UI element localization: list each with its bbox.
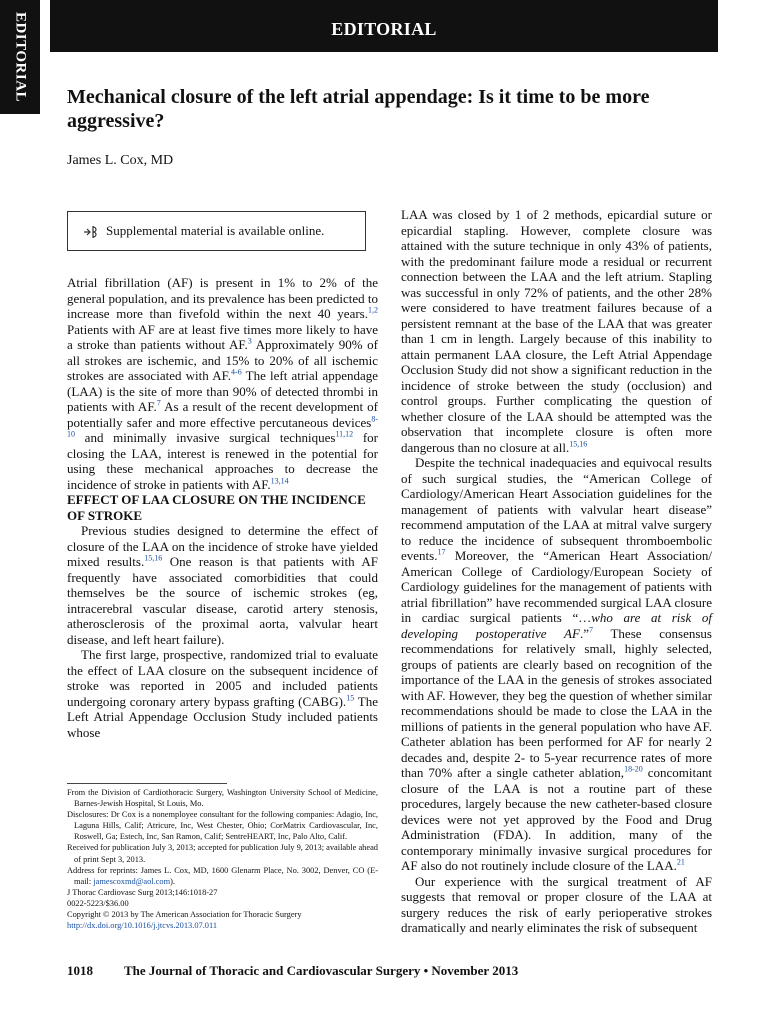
journal-name: The Journal of Thoracic and Cardiovascular Surgery • November 2013 [124, 963, 519, 978]
article-title: Mechanical closure of the left atrial appendage: Is it time to be more aggressive? [67, 86, 650, 132]
issn-note: 0022-5223/$36.00 [67, 898, 129, 908]
paragraph: Despite the technical inadequacies and equivocal results of such surgical studies, the “American College of Cardiology/American Heart Association guidelines for the management of patients with valvular heart disease” recommend amputation of the LAA at mitral valve surgery to reduce the incidence of subsequent thromboembolic events.$^{17}$ Moreover, the “American Heart Association/ American College of Cardiology/European Society of Cardiology guidelines for the management of patients with atrial fibrillation” have recommended surgical LAA closure in cardiac surgical patients “…who are at risk of developing postoperative AF.”$^7$ These consensus recommendations for relatively small, highly selected, groups of patients are clearly based on recognition of the importance of the LAA in the genesis of strokes associated with AF. However, they beg the question of whether similar recommendations should be made to close the LAA in the millions of patients in the general population who have AF. Catheter ablation has been performed for AF for nearly 2 decades and, despite 2- to 5-year recurrence rates of more than 70% after a single catheter ablation,$^{18-20}$ concomitant closure of the LAA is not a routine part of these procedures, largely because the new catheter-based closure devices were not yet approved by the Food and Drug Administration (FDA). In addition, many of the contemporary minimally invasive surgical procedures for AF also do not routinely include closure of the LAA.$^{21}$ [401, 455, 712, 873]
header-label: EDITORIAL [331, 19, 437, 39]
section-heading: EFFECT OF LAA CLOSURE ON THE INCIDENCE OF STROKE [67, 492, 366, 523]
citation[interactable]: 8-10 [67, 414, 378, 439]
page-number: 1018 [67, 963, 93, 978]
author: James L. Cox, MD [67, 153, 174, 168]
received-note: Received for publication July 3, 2013; accepted for publication July 9, 2013; available ahead of print Sept 3, 2013. [67, 843, 378, 864]
paragraph: Previous studies designed to determine the effect of closure of the LAA on the incidence of stroke have yielded mixed results.$^{15,16}$ One reason is that patients with AF frequently have associated comorbidities that could themselves be the source of ischemic strokes (eg, intracerebral vascular disease, carotid artery stenosis, atherosclerosis of the proximal aorta, valvular heart disease, and left heart failure). [67, 523, 378, 647]
side-tab [0, 0, 40, 114]
right-column [401, 207, 712, 936]
paragraph: The first large, prospective, randomized trial to evaluate the effect of LAA closure on the subsequent incidence of stroke was reported in 2005 and included patients undergoing coronary artery bypass grafting (CABG).$^{15}$ The Left Atrial Appendage Occlusion Study included patients whose [67, 647, 378, 740]
footnote-divider [67, 783, 227, 784]
citation[interactable]: 15 [346, 693, 355, 703]
citation[interactable]: 15,16 [144, 553, 163, 563]
paragraph: Our experience with the surgical treatment of AF suggests that removal or proper closure of the LAA at surgery reduces the risk of early perioperative strokes dramatically and nearly eliminates the risk of subsequent [401, 873, 712, 935]
citation[interactable]: 3 [247, 336, 252, 346]
paragraph-intro: Atrial fibrillation (AF) is present in 1% to 2% of the general population, and its prevalence has been predicted to increase more than fivefold within the next 40 years.$^{1,2}$ Patients with AF are at least five times more likely to have a stroke than patients without AF.$^3$ Approximately 90% of all strokes are ischemic, and 15% to 20% of all ischemic strokes are associated with AF.$^{4-6}$ The left atrial appendage (LAA) is the site of more than 90% of detected thrombi in patients with AF.$^7$ As a result of the recent development of potentially safer and more effective percutaneous devices$^{8-10}$ and minimally invasive surgical techniques$^{11,12}$ for closing the LAA, interest is renewed in the potential for using these mechanical approaches to decrease the incidence of stroke in patients with AF.$^{13,14}$ [67, 275, 378, 492]
email-link[interactable]: jamescoxmd@aol.com [93, 876, 171, 886]
citation[interactable]: 7 [156, 398, 161, 408]
citation[interactable]: 21 [676, 857, 685, 867]
doi-link[interactable]: http://dx.doi.org/10.1016/j.jtcvs.2013.07.011 [67, 921, 218, 931]
left-column [67, 275, 378, 740]
paragraph: LAA was closed by 1 of 2 methods, epicardial suture or epicardial stapling. However, complete closure was attained with the suture technique in only 43% of patients, with the predominant failure mode a residual or recurrent connection between the LAA and the left atrium. Stapling was successful in only 72% of patients, and the other 28% were considered to have treatment failures because of a persistent remnant at the base of the LAA that was greater than 1 cm in length. Largely because of this inability to attain permanent LAA closure, the Left Atrial Appendage Occlusion Study did not show a significant reduction in the incidence of stroke between the study (occlusion) and control groups. Further complicating the question of whether closure of the LAA should be attempted was the observation that incomplete closure is often more dangerous than no closure at all.$^{15,16}$ [401, 207, 712, 455]
footnotes [67, 787, 378, 931]
supplemental-text: Supplemental material is available online. [106, 223, 325, 238]
affiliation-note: From the Division of Cardiothoracic Surgery, Washington University School of Medicine, Barnes-Jewish Hospital, St Louis, Mo. [67, 788, 378, 809]
supplemental-box[interactable] [67, 211, 366, 251]
citation[interactable]: 13,14 [270, 476, 289, 486]
citation[interactable]: 17 [437, 547, 446, 557]
reprints-note: Address for reprints: James L. Cox, MD, 1600 Glenarm Place, No. 3002, Denver, CO (E-mail: jamescoxmd@aol.com). [67, 865, 378, 886]
side-tab-label: EDITORIAL [12, 11, 29, 103]
disclosures-note: Disclosures: Dr Cox is a nonemployee consultant for the following companies: Adagio, Inc, Laguna Hills, Calif; Atricure, Inc, West Chester, Ohio; CorMatrix Cardiovascular, Inc, Roswell, Ga; Estech, Inc, San Ramon, Calif; SentreHEART, Inc, Palo Alto, Calif. [67, 810, 378, 842]
citation[interactable]: 7 [588, 625, 593, 635]
copyright-note: Copyright © 2013 by The American Association for Thoracic Surgery [67, 910, 302, 920]
citation[interactable]: 4-6 [231, 367, 242, 377]
supplemental-icon [82, 224, 100, 240]
citation[interactable]: 18-20 [624, 764, 643, 774]
citation[interactable]: 15,16 [569, 439, 588, 449]
header-bar [50, 0, 718, 52]
citation[interactable]: 1,2 [368, 305, 378, 315]
citation[interactable]: 11,12 [335, 429, 354, 439]
citation-note: J Thorac Cardiovasc Surg 2013;146:1018-27 [67, 887, 218, 897]
